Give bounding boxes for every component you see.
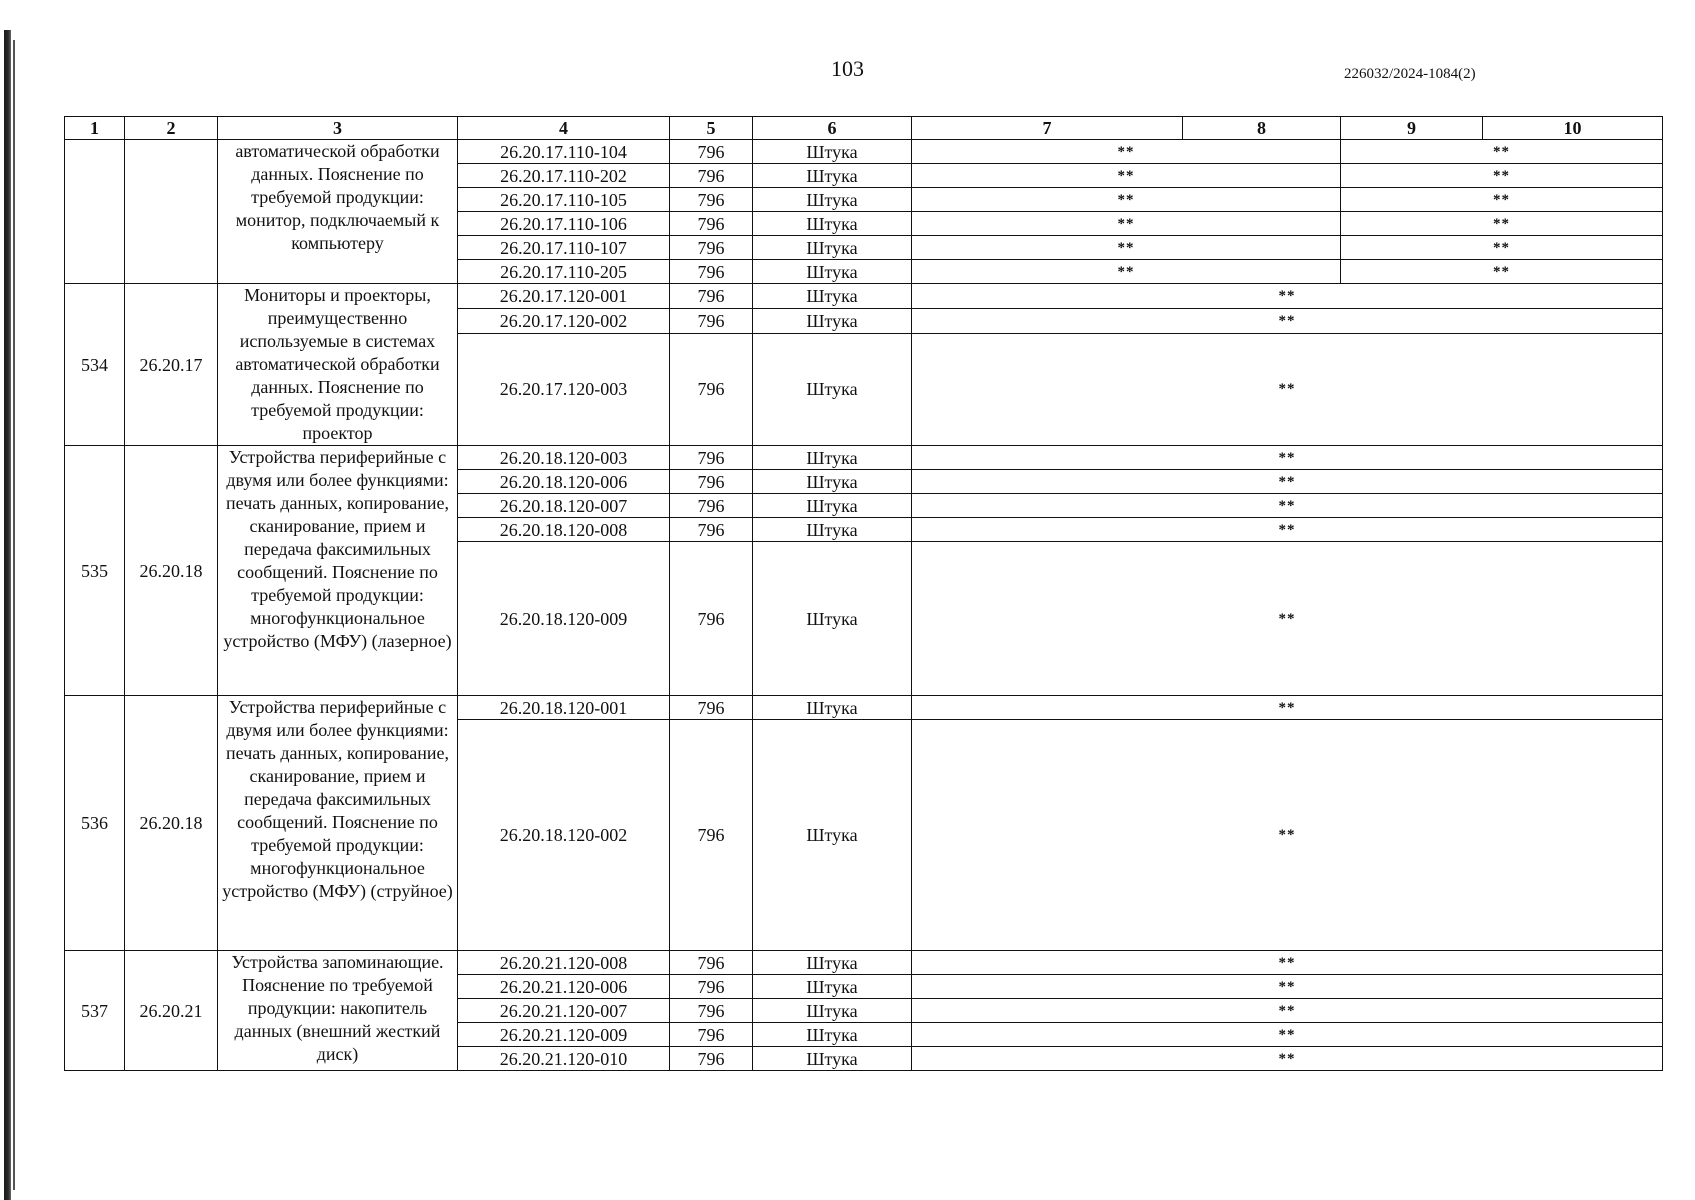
value-cell: ** <box>1341 140 1663 164</box>
okei-code: 796 <box>670 999 753 1023</box>
item-description: автоматической обработки данных. Пояснение по требуемой продукции: монитор, подключаемый к компьютеру <box>218 140 458 284</box>
okei-code: 796 <box>670 236 753 260</box>
item-number: 537 <box>65 951 125 1071</box>
unit-name: Штука <box>753 470 912 494</box>
item-description: Мониторы и проекторы, преимущественно используемые в системах автоматической обработки данных. Пояснение по требуемой продукции: проектор <box>218 284 458 446</box>
value-cell: ** <box>912 696 1663 720</box>
column-header: 6 <box>753 117 912 140</box>
unit-name: Штука <box>753 494 912 518</box>
okei-code: 796 <box>670 446 753 470</box>
value-cell: ** <box>912 140 1341 164</box>
ktru-code: 26.20.21.120-006 <box>458 975 670 999</box>
unit-name: Штука <box>753 720 912 951</box>
ktru-code: 26.20.21.120-009 <box>458 1023 670 1047</box>
column-header: 5 <box>670 117 753 140</box>
item-description: Устройства запоминающие. Пояснение по требуемой продукции: накопитель данных (внешний жесткий диск) <box>218 951 458 1071</box>
okei-code: 796 <box>670 333 753 445</box>
item-description: Устройства периферийные с двумя или более функциями: печать данных, копирование, сканирование, прием и передача факсимильных сообщений. Пояснение по требуемой продукции: многофункциональное устройство (МФУ) (струйное) <box>218 696 458 951</box>
ktru-code: 26.20.18.120-003 <box>458 446 670 470</box>
unit-name: Штука <box>753 999 912 1023</box>
table-row <box>65 951 1663 975</box>
okei-code: 796 <box>670 212 753 236</box>
okei-code: 796 <box>670 188 753 212</box>
ktru-code: 26.20.17.120-003 <box>458 333 670 445</box>
unit-name: Штука <box>753 1047 912 1071</box>
table-row <box>65 696 1663 720</box>
unit-name: Штука <box>753 212 912 236</box>
ktru-code: 26.20.21.120-007 <box>458 999 670 1023</box>
okei-code: 796 <box>670 140 753 164</box>
column-header: 10 <box>1483 117 1663 140</box>
unit-name: Штука <box>753 951 912 975</box>
value-cell: ** <box>912 494 1663 518</box>
value-cell: ** <box>912 999 1663 1023</box>
value-cell: ** <box>912 284 1663 309</box>
column-header: 3 <box>218 117 458 140</box>
column-header: 8 <box>1183 117 1341 140</box>
okei-code: 796 <box>670 951 753 975</box>
table-row <box>65 446 1663 470</box>
header-row <box>65 117 1663 140</box>
value-cell: ** <box>1341 236 1663 260</box>
item-description: Устройства периферийные с двумя или более функциями: печать данных, копирование, сканирование, прием и передача факсимильных сообщений. Пояснение по требуемой продукции: многофункциональное устройство (МФУ) (лазерное) <box>218 446 458 696</box>
value-cell: ** <box>912 212 1341 236</box>
ktru-code: 26.20.17.110-105 <box>458 188 670 212</box>
okei-code: 796 <box>670 720 753 951</box>
okei-code: 796 <box>670 308 753 333</box>
unit-name: Штука <box>753 518 912 542</box>
value-cell: ** <box>1341 260 1663 284</box>
value-cell: ** <box>912 975 1663 999</box>
okei-code: 796 <box>670 1023 753 1047</box>
okei-code: 796 <box>670 494 753 518</box>
okei-code: 796 <box>670 542 753 696</box>
ktru-code: 26.20.17.110-205 <box>458 260 670 284</box>
scan-edge <box>4 30 11 1200</box>
ktru-code: 26.20.18.120-006 <box>458 470 670 494</box>
ktru-code: 26.20.17.110-104 <box>458 140 670 164</box>
value-cell: ** <box>912 333 1663 445</box>
unit-name: Штука <box>753 308 912 333</box>
unit-name: Штука <box>753 164 912 188</box>
column-header: 1 <box>65 117 125 140</box>
value-cell: ** <box>912 1047 1663 1071</box>
ktru-code: 26.20.17.110-106 <box>458 212 670 236</box>
okei-code: 796 <box>670 1047 753 1071</box>
value-cell: ** <box>912 1023 1663 1047</box>
value-cell: ** <box>1341 188 1663 212</box>
table-row <box>65 284 1663 309</box>
value-cell: ** <box>1341 164 1663 188</box>
okpd-code <box>125 140 218 284</box>
ktru-code: 26.20.21.120-010 <box>458 1047 670 1071</box>
item-number <box>65 140 125 284</box>
procurement-table <box>64 116 1663 1071</box>
ktru-code: 26.20.17.120-002 <box>458 308 670 333</box>
value-cell: ** <box>912 188 1341 212</box>
table-row <box>65 140 1663 164</box>
unit-name: Штука <box>753 284 912 309</box>
ktru-code: 26.20.17.120-001 <box>458 284 670 309</box>
item-number: 536 <box>65 696 125 951</box>
unit-name: Штука <box>753 140 912 164</box>
ktru-code: 26.20.17.110-107 <box>458 236 670 260</box>
unit-name: Штука <box>753 975 912 999</box>
value-cell: ** <box>912 720 1663 951</box>
okei-code: 796 <box>670 470 753 494</box>
value-cell: ** <box>912 446 1663 470</box>
column-header: 7 <box>912 117 1183 140</box>
page-number: 103 <box>831 56 864 81</box>
item-number: 535 <box>65 446 125 696</box>
document-reference: 226032/2024-1084(2) <box>1344 66 1476 82</box>
ktru-code: 26.20.21.120-008 <box>458 951 670 975</box>
okei-code: 796 <box>670 518 753 542</box>
value-cell: ** <box>912 236 1341 260</box>
ktru-code: 26.20.18.120-007 <box>458 494 670 518</box>
column-header: 9 <box>1341 117 1483 140</box>
unit-name: Штука <box>753 1023 912 1047</box>
okpd-code: 26.20.21 <box>125 951 218 1071</box>
ktru-code: 26.20.18.120-009 <box>458 542 670 696</box>
unit-name: Штука <box>753 260 912 284</box>
value-cell: ** <box>912 518 1663 542</box>
ktru-code: 26.20.18.120-008 <box>458 518 670 542</box>
unit-name: Штука <box>753 236 912 260</box>
ktru-code: 26.20.17.110-202 <box>458 164 670 188</box>
ktru-code: 26.20.18.120-002 <box>458 720 670 951</box>
item-number: 534 <box>65 284 125 446</box>
unit-name: Штука <box>753 446 912 470</box>
value-cell: ** <box>912 164 1341 188</box>
value-cell: ** <box>1341 212 1663 236</box>
value-cell: ** <box>912 951 1663 975</box>
okpd-code: 26.20.17 <box>125 284 218 446</box>
okpd-code: 26.20.18 <box>125 696 218 951</box>
okpd-code: 26.20.18 <box>125 446 218 696</box>
column-header: 2 <box>125 117 218 140</box>
okei-code: 796 <box>670 260 753 284</box>
value-cell: ** <box>912 470 1663 494</box>
okei-code: 796 <box>670 164 753 188</box>
unit-name: Штука <box>753 542 912 696</box>
unit-name: Штука <box>753 696 912 720</box>
unit-name: Штука <box>753 188 912 212</box>
okei-code: 796 <box>670 696 753 720</box>
value-cell: ** <box>912 260 1341 284</box>
column-header: 4 <box>458 117 670 140</box>
ktru-code: 26.20.18.120-001 <box>458 696 670 720</box>
value-cell: ** <box>912 308 1663 333</box>
unit-name: Штука <box>753 333 912 445</box>
value-cell: ** <box>912 542 1663 696</box>
okei-code: 796 <box>670 284 753 309</box>
okei-code: 796 <box>670 975 753 999</box>
scan-edge-line <box>13 40 15 1190</box>
